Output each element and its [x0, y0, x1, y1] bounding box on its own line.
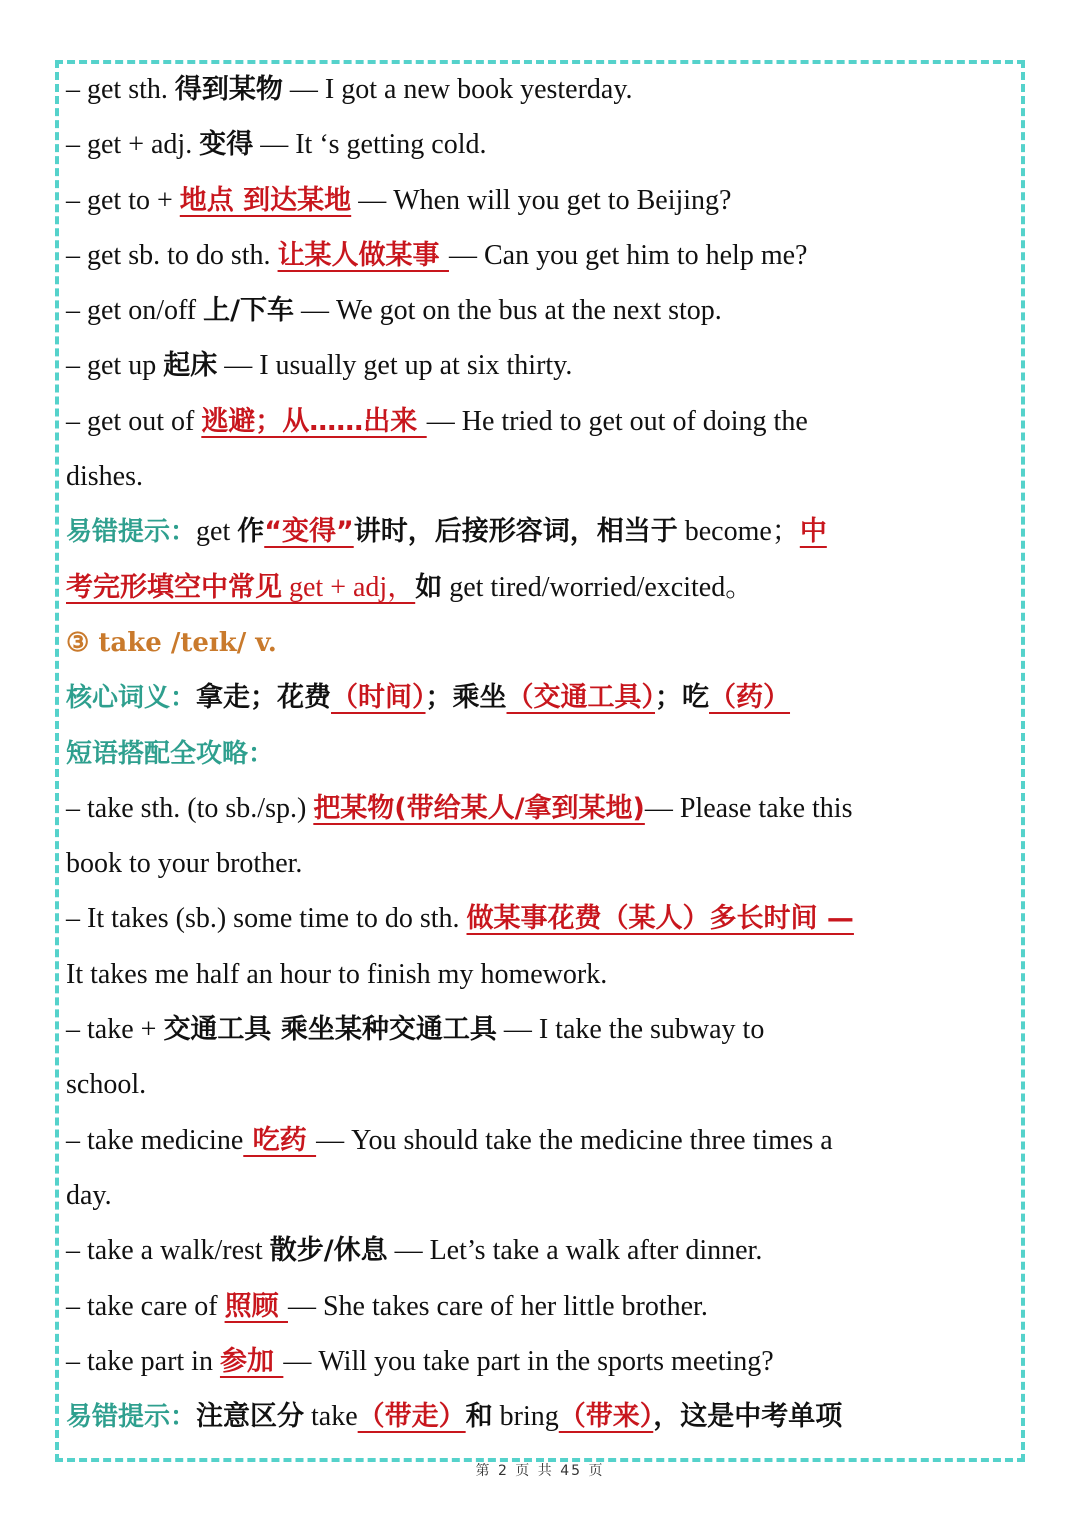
highlight-text: 中: [799, 516, 827, 548]
text-segment: 变得: [199, 129, 254, 161]
section-label: 易错提示：: [66, 1402, 197, 1433]
highlight-text: get + adj，: [282, 571, 416, 603]
text-segment: get: [196, 516, 238, 548]
text-segment: 上/下车: [203, 295, 295, 327]
text-line: [66, 504, 1016, 559]
text-line: [66, 947, 1016, 1002]
text-segment: get tired/worried/excited。: [442, 571, 754, 603]
highlight-text: （交通工具）: [506, 682, 656, 714]
text-line: [66, 283, 1016, 338]
text-segment: take: [304, 1401, 358, 1433]
text-segment: – take a walk/rest: [66, 1235, 270, 1267]
text-segment: – get to +: [66, 184, 180, 216]
text-segment: 如: [415, 571, 443, 603]
text-segment: — I take the subway to: [496, 1014, 765, 1046]
highlight-text: 让某人做某事: [277, 239, 449, 271]
highlight-text: 做某事花费（某人）多长时间 —: [466, 903, 854, 935]
text-segment: It takes me half an hour to finish my homework.: [66, 958, 608, 990]
text-segment: — Let’s take a walk after dinner.: [387, 1235, 763, 1267]
highlight-text: 照顾: [224, 1290, 288, 1322]
text-segment: – get + adj.: [66, 129, 200, 161]
text-segment: – take care of: [66, 1290, 225, 1322]
text-segment: 讲时，后接形容词，相当于: [353, 516, 678, 548]
text-segment: 交通工具 乘坐某种交通工具: [163, 1014, 497, 1046]
text-line: [66, 560, 1016, 615]
text-segment: — We got on the bus at the next stop.: [294, 295, 722, 327]
text-segment: dishes.: [66, 461, 143, 493]
text-line: [66, 338, 1016, 393]
text-segment: 和: [465, 1401, 493, 1433]
highlight-text: 吃药: [243, 1124, 317, 1156]
text-line: [66, 615, 1016, 670]
text-segment: – take sth. (to sb./sp.): [66, 792, 314, 824]
text-line: [66, 836, 1016, 891]
text-segment: — You should take the medicine three times a: [316, 1124, 833, 1156]
highlight-text: 参加: [219, 1345, 284, 1377]
text-segment: ；吃: [655, 682, 710, 714]
text-segment: 拿走；花费: [196, 682, 332, 714]
text-segment: – get sb. to do sth.: [66, 239, 278, 271]
highlight-text: （带来）: [558, 1401, 654, 1433]
text-segment: – take part in: [66, 1345, 220, 1377]
text-line: [66, 1279, 1016, 1334]
text-segment: 散步/休息: [269, 1235, 388, 1267]
text-segment: — When will you get to Beijing?: [351, 184, 732, 216]
text-line: [66, 1389, 1016, 1444]
text-segment: – It takes (sb.) some time to do sth.: [66, 903, 467, 935]
highlight-text: 把某物(带给某人/拿到某地): [313, 792, 645, 824]
text-segment: – get up: [66, 350, 164, 382]
text-segment: – take +: [66, 1014, 164, 1046]
text-line: [66, 449, 1016, 504]
text-segment: – get out of: [66, 405, 202, 437]
text-segment: 得到某物: [174, 74, 283, 105]
text-segment: 起床: [163, 350, 218, 382]
text-segment: ；乘坐: [425, 682, 507, 714]
text-line: [66, 891, 1016, 946]
text-line: [66, 726, 1016, 781]
section-label: 核心词义：: [66, 683, 197, 714]
text-segment: 注意区分: [196, 1401, 305, 1433]
text-line: [66, 1168, 1016, 1223]
text-segment: ，这是中考单项: [653, 1401, 843, 1433]
text-segment: – get on/off: [66, 295, 204, 327]
text-line: [66, 670, 1016, 725]
text-segment: bring: [492, 1401, 559, 1433]
text-segment: — I usually get up at six thirty.: [217, 350, 573, 382]
page-footer: 第 2 页 共 45 页: [475, 1463, 605, 1479]
text-line: [66, 228, 1016, 283]
text-segment: — She takes care of her little brother.: [287, 1290, 708, 1322]
text-segment: day.: [66, 1179, 112, 1211]
section-label: 易错提示：: [66, 517, 197, 548]
text-line: [66, 117, 1016, 172]
highlight-text: 考完形填空中常见: [66, 571, 282, 603]
highlight-text: （时间）: [331, 682, 426, 714]
text-line: [66, 394, 1016, 449]
highlight-text: “变得”: [264, 516, 354, 548]
text-segment: 作: [237, 516, 265, 548]
highlight-text: （药）: [709, 682, 791, 714]
text-line: [66, 1057, 1016, 1112]
text-line: [66, 1334, 1016, 1389]
text-segment: — I got a new book yesterday.: [282, 74, 633, 105]
highlight-text: 地点 到达某地: [179, 184, 352, 216]
text-segment: — Please take this: [644, 792, 853, 824]
text-segment: — Can you get him to help me?: [448, 239, 808, 271]
highlight-text: （带走）: [357, 1401, 466, 1433]
document-body: [66, 62, 1016, 1444]
text-line: [66, 173, 1016, 228]
text-segment: — He tried to get out of doing the: [426, 405, 808, 437]
section-label: 短语搭配全攻略：: [66, 738, 275, 769]
text-line: [66, 62, 1016, 117]
text-segment: — It ‘s getting cold.: [253, 129, 487, 161]
text-segment: – get sth.: [66, 74, 175, 105]
text-segment: become；: [677, 516, 800, 548]
text-segment: book to your brother.: [66, 848, 303, 880]
text-segment: school.: [66, 1069, 147, 1101]
text-segment: – take medicine: [66, 1124, 244, 1156]
text-line: [66, 1223, 1016, 1278]
text-line: [66, 781, 1016, 836]
text-segment: ③ take /teɪk/ v.: [66, 627, 277, 658]
text-line: [66, 1002, 1016, 1057]
text-segment: — Will you take part in the sports meeting?: [283, 1345, 774, 1377]
highlight-text: 逃避；从……出来: [201, 405, 427, 437]
text-line: [66, 1113, 1016, 1168]
